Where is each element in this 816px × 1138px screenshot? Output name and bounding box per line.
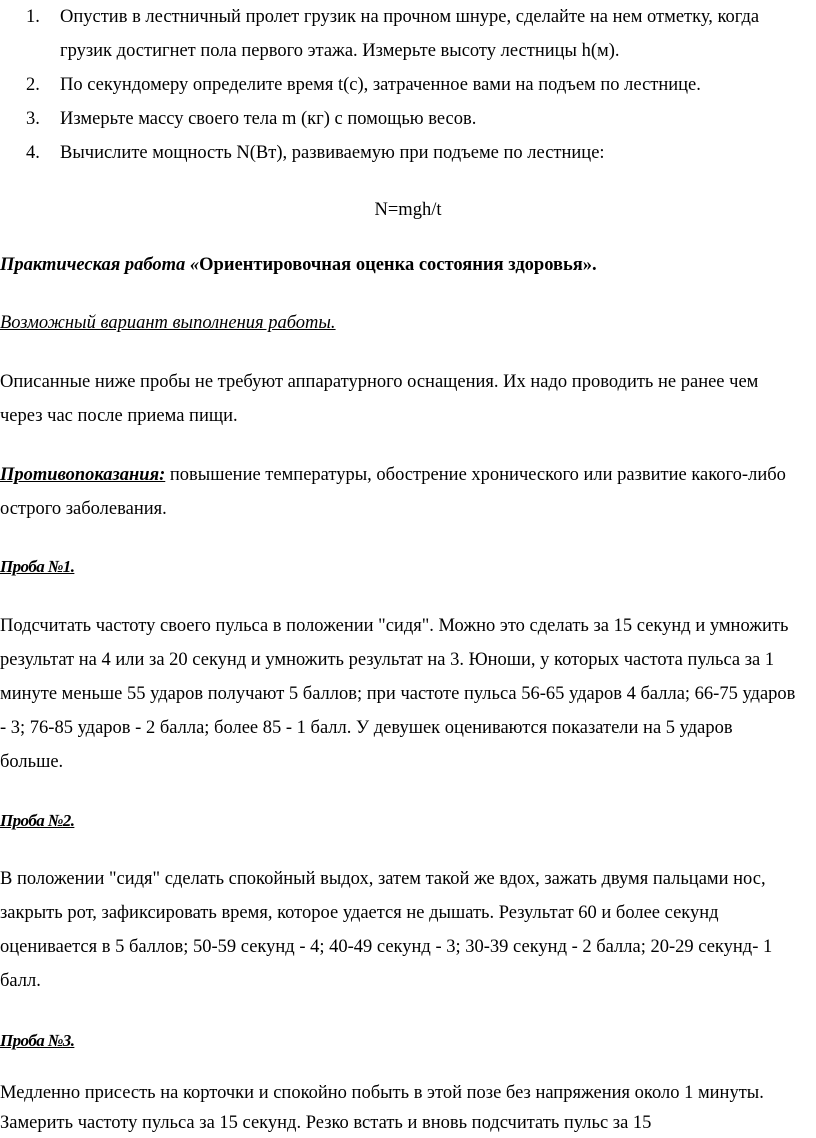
intro-paragraph: Описанные ниже пробы не требуют аппаратурного оснащения. Их надо проводить не ранее чем через час после приема пищи. [0, 372, 759, 426]
list-text: Измерьте массу своего тела m (кг) с помощью весов. [60, 109, 477, 129]
probe-1-title: Проба №1. [0, 557, 75, 576]
list-number: 2. [26, 75, 40, 95]
list-text: Опустив в лестничный пролет грузик на прочном шнуре, сделайте на нем отметку, когда грузик достигнет пола первого этажа. Измерьте высоту лестницы h(м). [60, 7, 760, 61]
list-item [0, 0, 800, 68]
list-item [0, 136, 800, 170]
probe-3-title: Проба №3. [0, 1031, 75, 1050]
contraindications-label: Противопоказания: [0, 465, 166, 485]
probe-2-text: В положении "сидя" сделать спокойный выдох, затем такой же вдох, зажать двумя пальцами нос, закрыть рот, зафиксировать время, которое удается не дышать. Результат 60 и более секунд оценивается в 5 баллов; 50-59 секунд - 4; 40-49 секунд - 3; 30-39 секунд - 2 балла; 20-29 секунд- 1 балл. [0, 869, 773, 991]
probe-2-title: Проба №2. [0, 811, 75, 830]
list-number: 4. [26, 143, 40, 163]
variant-heading: Возможный вариант выполнения работы. [0, 313, 336, 333]
list-item [0, 102, 800, 136]
list-number: 3. [26, 109, 40, 129]
practical-work-title [0, 248, 597, 282]
power-formula: N=mgh/t [374, 200, 442, 220]
instruction-list [0, 0, 800, 170]
list-item [0, 68, 800, 102]
probe-3-text: Медленно присесть на корточки и спокойно побыть в этой позе без напряжения около 1 минуты. Замерить частоту пульса за 15 секунд. Резко встать и вновь подсчитать пульс за 15 [0, 1083, 764, 1133]
list-text: По секундомеру определите время t(с), затраченное вами на подъем по лестнице. [60, 75, 701, 95]
list-text: Вычислите мощность N(Вт), развиваемую при подъеме по лестнице: [60, 143, 605, 163]
probe-1-text: Подсчитать частоту своего пульса в положении "сидя". Можно это сделать за 15 секунд и умножить результат на 4 или за 20 секунд и умножить результат на 3. Юноши, у которых частота пульса за 1 минуте меньше 55 ударов получают 5 баллов; при частоте пульса 56-65 ударов 4 балла; 66-75 ударов - 3; 76-85 ударов - 2 балла; более 85 - 1 балл. У девушек оцениваются показатели на 5 ударов больше. [0, 616, 796, 772]
list-number: 1. [26, 7, 40, 27]
practical-title-text: Ориентировочная оценка состояния здоровья». [199, 255, 597, 275]
contraindications-paragraph [0, 458, 800, 526]
contraindications-text: повышение температуры, обострение хронического или развитие какого-либо острого заболевания. [0, 465, 786, 519]
practical-prefix: Практическая работа « [0, 255, 200, 275]
